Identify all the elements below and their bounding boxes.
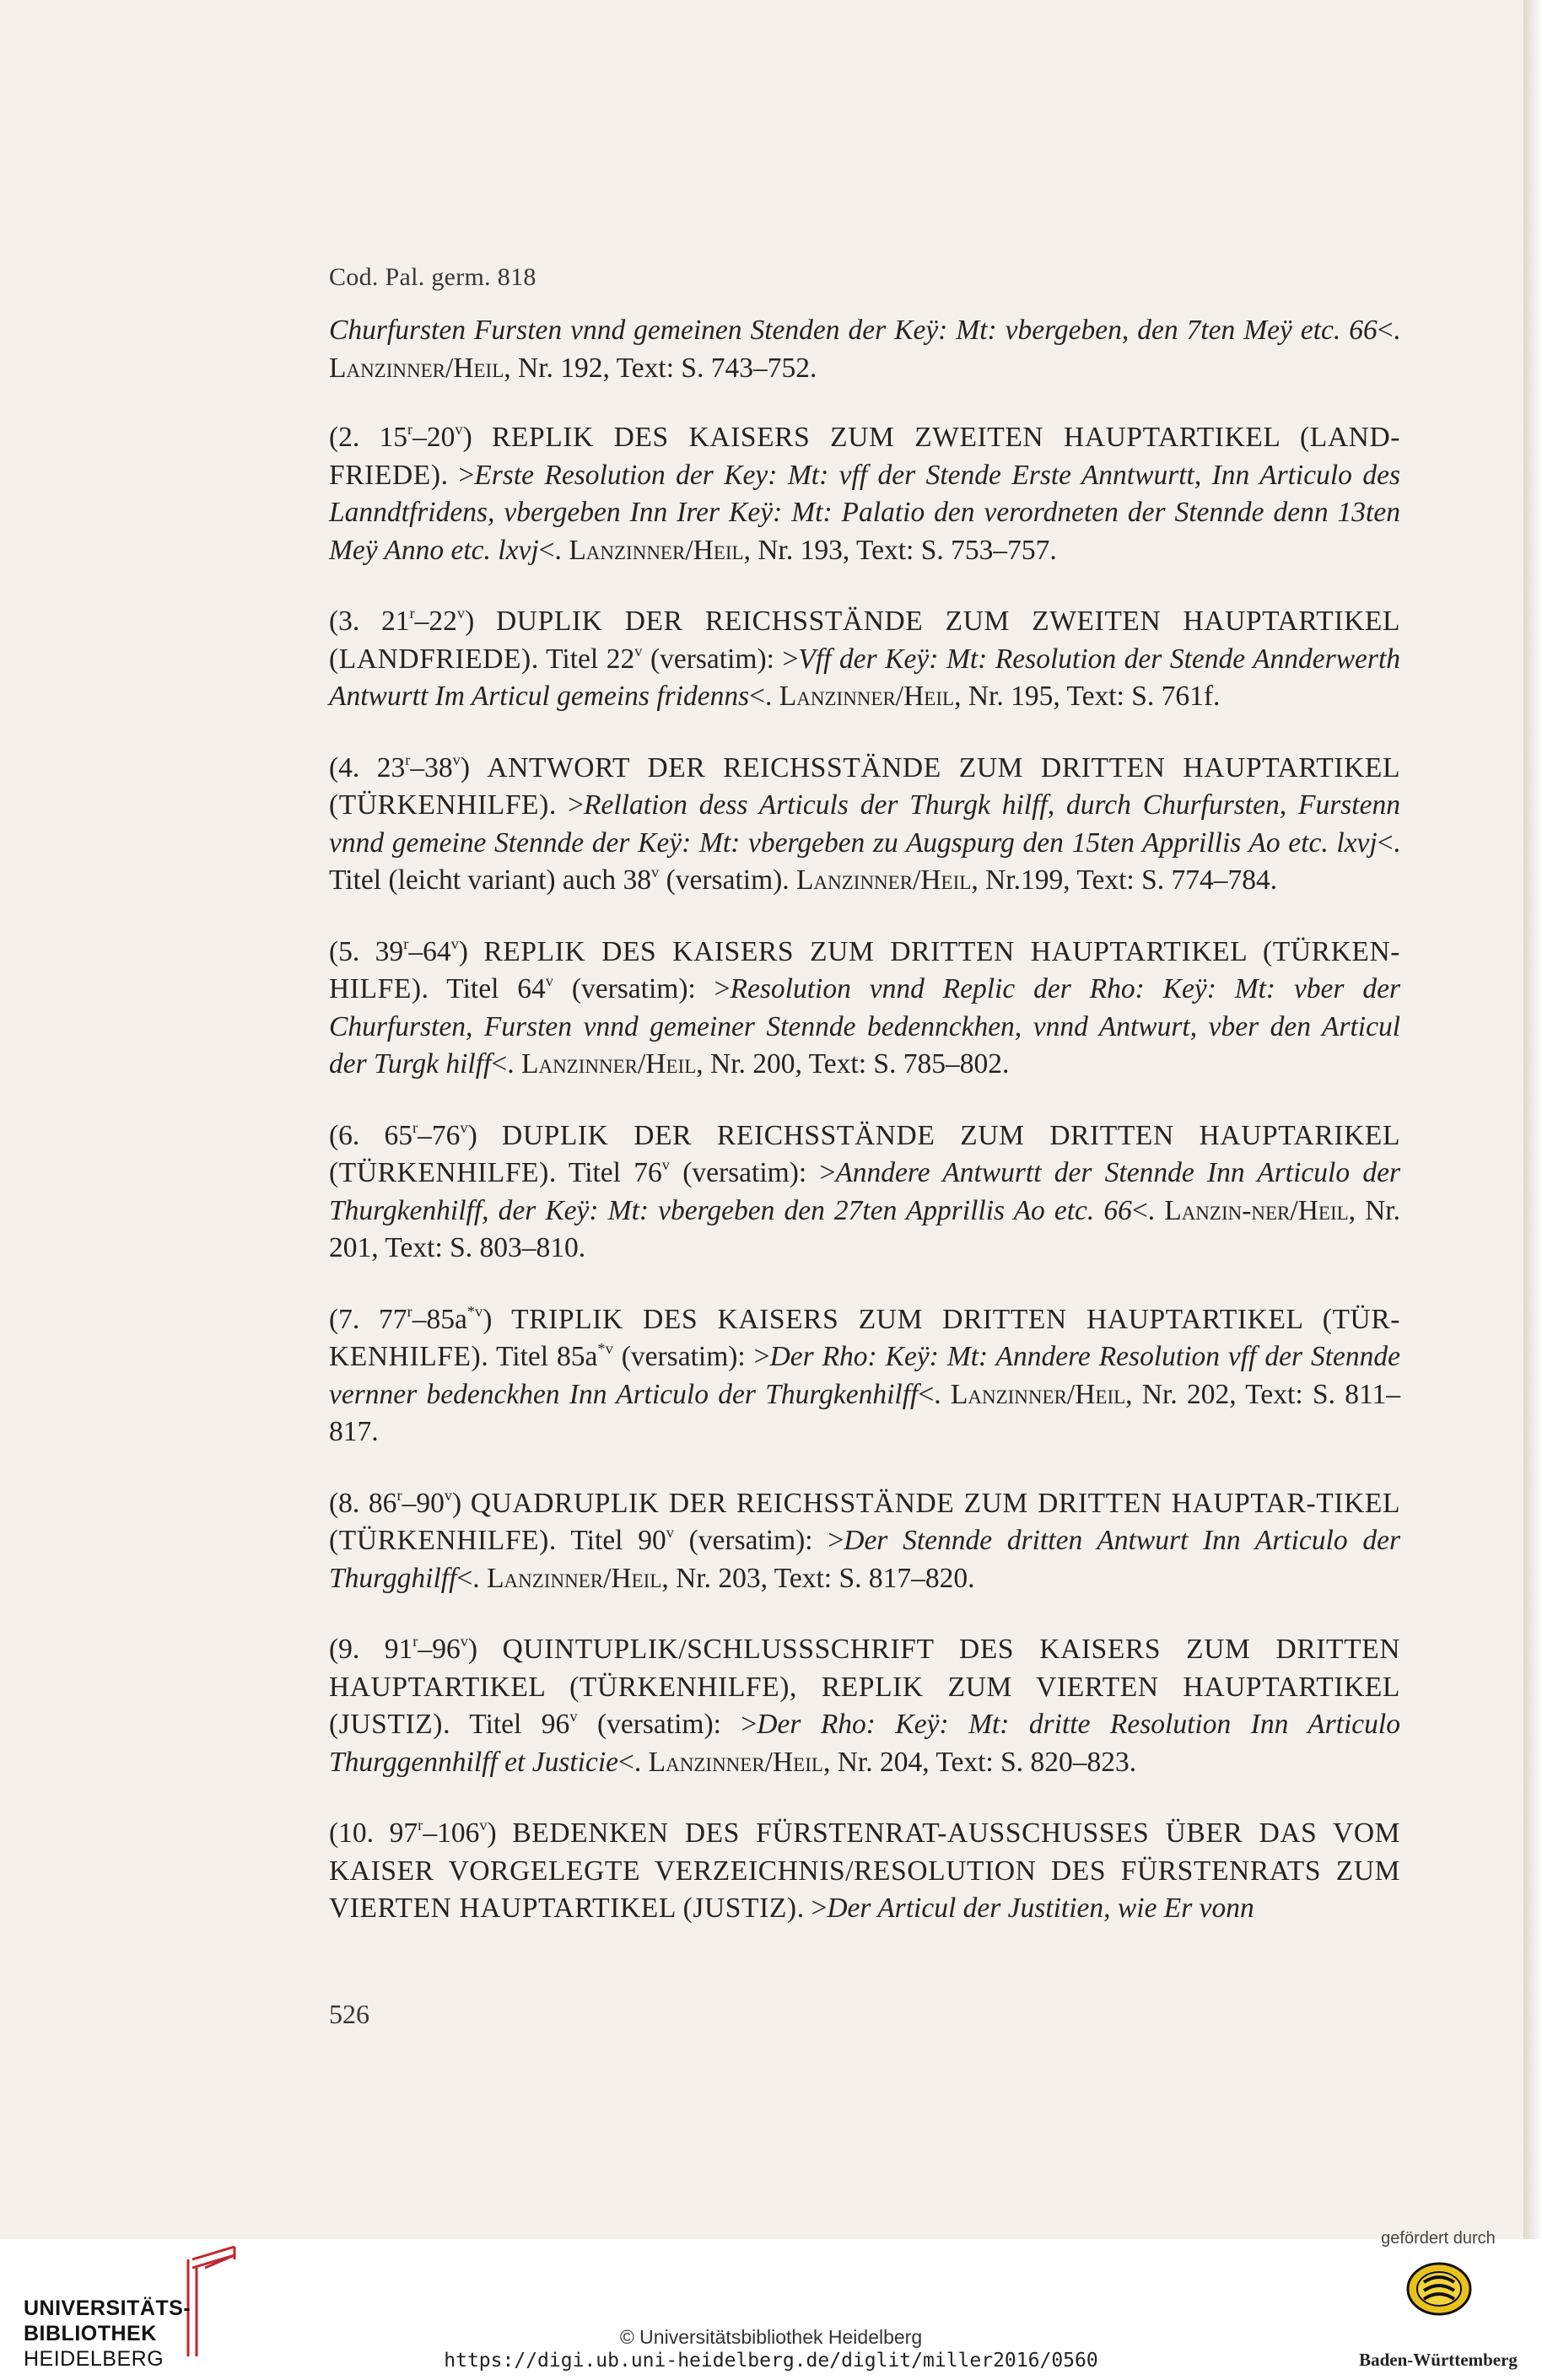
entry-text: <. bbox=[749, 681, 779, 712]
entry-text: , Nr. 202, Text: S. 811–817. bbox=[329, 1378, 1400, 1447]
entry-text: ) bbox=[460, 751, 488, 783]
entry-text: , Nr. 201, Text: S. 803–810. bbox=[329, 1194, 1400, 1263]
entry-text: (3. 21 bbox=[329, 606, 410, 637]
folio-superscript: r bbox=[396, 1486, 402, 1504]
baden-wuerttemberg-crest-icon bbox=[1405, 2255, 1473, 2323]
author-reference: Lanzinner/Heil bbox=[329, 352, 504, 384]
folio-superscript: v bbox=[479, 1817, 488, 1834]
catalogue-entry bbox=[329, 750, 1400, 900]
entry-text: (versatim): > bbox=[673, 1525, 844, 1556]
author-reference: Lanzinner/Heil bbox=[779, 681, 955, 712]
page-number: 526 bbox=[329, 1999, 369, 2029]
copyright-notice: © Universitätsbibliothek Heidelberg bbox=[619, 2326, 923, 2348]
folio-superscript: v bbox=[661, 1156, 670, 1174]
entry-text: (versatim): > bbox=[669, 1157, 836, 1188]
folio-superscript: v bbox=[456, 605, 466, 622]
folio-superscript: *v bbox=[597, 1340, 613, 1358]
library-logo-line3: HEIDELBERG bbox=[24, 2347, 164, 2371]
entry-text: <. bbox=[618, 1746, 649, 1778]
author-reference: Lanzinner/Heil bbox=[569, 534, 744, 566]
catalogue-entry bbox=[329, 1117, 1400, 1268]
entry-text: (5. 39 bbox=[329, 935, 404, 967]
folio-superscript: v bbox=[444, 1486, 453, 1504]
author-reference: Lanzinner/Heil bbox=[648, 1746, 823, 1778]
funded-by-label: gefördert durch bbox=[1381, 2229, 1496, 2248]
entry-text: . > bbox=[440, 459, 475, 491]
entry-text: . Titel 22 bbox=[531, 643, 635, 675]
folio-superscript: v bbox=[651, 864, 660, 881]
entry-text: ) bbox=[465, 606, 496, 637]
entry-text: (2. 15 bbox=[329, 422, 407, 453]
catalogue-entry bbox=[329, 1485, 1400, 1598]
entry-text: , Nr.199, Text: S. 774–784. bbox=[971, 864, 1278, 896]
entry-text: (9. 91 bbox=[329, 1634, 413, 1665]
entry-text: (versatim): > bbox=[642, 643, 799, 675]
entry-heading: REPLIK DES KAISERS ZUM ZWEITEN HAUPTARTIKEL (LAND-FRIEDE) bbox=[329, 422, 1401, 491]
entry-text: <. Titel (leicht variant) auch 38 bbox=[329, 827, 1400, 896]
quoted-title: Anndere Antwurtt der Stennde Inn Articulo der Thurgkenhilff, der Keÿ: Mt: vbergeben den 27ten Apprillis Ao etc. 66 bbox=[329, 1157, 1400, 1226]
catalogue-entry bbox=[329, 1815, 1400, 1928]
entry-heading: DUPLIK DER REICHSSTÄNDE ZUM DRITTEN HAUPTARIKEL (TÜRKENHILFE) bbox=[329, 1119, 1401, 1188]
author-reference: Lanzinner/Heil bbox=[487, 1562, 662, 1594]
entry-text: . > bbox=[796, 1893, 828, 1924]
entry-text: ) bbox=[483, 1303, 512, 1335]
folio-superscript: v bbox=[455, 421, 463, 439]
entry-heading: DUPLIK DER REICHSSTÄNDE ZUM ZWEITEN HAUPTARTIKEL (LANDFRIEDE) bbox=[329, 606, 1401, 675]
entry-text: . > bbox=[548, 789, 585, 821]
funder-label: Baden-Württemberg bbox=[1359, 2350, 1518, 2370]
entry-text: , Nr. 192, Text: S. 743–752. bbox=[504, 352, 817, 384]
library-logo-line2: BIBLIOTHEK bbox=[24, 2322, 157, 2345]
entry-text: ) bbox=[487, 1817, 513, 1849]
entry-text: ) bbox=[452, 1487, 471, 1519]
author-reference: Lanzin-ner/Heil bbox=[1164, 1194, 1349, 1226]
quoted-title: Churfursten Fursten vnnd gemeinen Stenden der Keÿ: Mt: vbergeben, den 7ten Meÿ etc. 66 bbox=[329, 315, 1378, 346]
entry-text: (7. 77 bbox=[329, 1303, 407, 1335]
entry-text: <. bbox=[538, 534, 569, 566]
entry-text: <. bbox=[456, 1562, 488, 1594]
quoted-title: Erste Resolution der Key: Mt: vff der Stende Erste Anntwurtt, Inn Articulo des Lanndtfridens, vbergeben Inn Irer Keÿ: Mt: Palatio den verordneten der Stennde denn 13ten Meÿ Anno etc. lxvj bbox=[329, 459, 1400, 566]
entry-text: <. bbox=[1377, 315, 1400, 346]
entry-heading: TRIPLIK DES KAISERS ZUM DRITTEN HAUPTARTIKEL (TÜR-KENHILFE) bbox=[329, 1303, 1401, 1372]
entry-text: –64 bbox=[408, 935, 451, 967]
folio-superscript: r bbox=[405, 751, 411, 768]
folio-superscript: v bbox=[460, 1118, 468, 1136]
entry-text: , Nr. 195, Text: S. 761f. bbox=[954, 681, 1221, 712]
folio-superscript: r bbox=[409, 605, 415, 622]
folio-superscript: r bbox=[407, 421, 413, 439]
entry-text: –96 bbox=[418, 1634, 461, 1665]
catalogue-entry bbox=[329, 934, 1400, 1084]
entry-text: (versatim): > bbox=[577, 1709, 758, 1740]
entry-text: (4. 23 bbox=[329, 751, 406, 783]
running-head: Cod. Pal. germ. 818 bbox=[329, 263, 536, 291]
folio-superscript: v bbox=[569, 1708, 578, 1726]
quoted-title: Der Rho: Keÿ: Mt: dritte Resolution Inn Articulo Thurggennhilff et Justicie bbox=[329, 1709, 1400, 1778]
entry-text: –20 bbox=[412, 422, 456, 453]
author-reference: Lanzinner/Heil bbox=[521, 1048, 697, 1080]
folio-superscript: v bbox=[450, 934, 459, 952]
folio-superscript: r bbox=[418, 1817, 423, 1834]
folio-superscript: r bbox=[403, 934, 409, 952]
folio-superscript: v bbox=[452, 751, 461, 768]
entry-text: ) bbox=[458, 935, 484, 967]
entry-text: (8. 86 bbox=[329, 1487, 397, 1519]
entry-text: . Titel 96 bbox=[443, 1709, 570, 1740]
entry-text: ) bbox=[467, 1119, 503, 1151]
entry-text: –85a bbox=[412, 1303, 467, 1335]
quoted-title: Der Articul der Justitien, wie Er vonn bbox=[827, 1893, 1254, 1924]
entry-text: <. bbox=[1131, 1194, 1165, 1226]
catalogue-entry bbox=[329, 1301, 1400, 1451]
library-logo-line1: UNIVERSITÄTS- bbox=[24, 2297, 191, 2320]
folio-superscript: r bbox=[407, 1302, 412, 1320]
folio-superscript: v bbox=[545, 972, 553, 990]
entry-text: –22 bbox=[414, 606, 457, 637]
permalink-url[interactable]: https://digi.ub.uni-heidelberg.de/diglit/miller2016/0560 bbox=[444, 2350, 1098, 2372]
entry-text: (10. 97 bbox=[329, 1817, 418, 1849]
entry-heading: QUADRUPLIK DER REICHSSTÄNDE ZUM DRITTEN HAUPTAR-TIKEL (TÜRKENHILFE) bbox=[329, 1487, 1401, 1556]
folio-superscript: *v bbox=[466, 1302, 483, 1320]
entry-text: , Nr. 203, Text: S. 817–820. bbox=[661, 1562, 975, 1594]
entry-heading: ANTWORT DER REICHSSTÄNDE ZUM DRITTEN HAUPTARTIKEL (TÜRKENHILFE) bbox=[329, 751, 1401, 821]
entry-text: , Nr. 204, Text: S. 820–823. bbox=[822, 1746, 1137, 1778]
author-reference: Lanzinner/Heil bbox=[950, 1378, 1126, 1410]
entry-text: <. bbox=[491, 1048, 521, 1080]
folio-superscript: v bbox=[460, 1633, 468, 1650]
folio-superscript: r bbox=[412, 1633, 418, 1650]
catalogue-entry bbox=[329, 1631, 1400, 1781]
entry-text: (versatim): > bbox=[612, 1341, 770, 1372]
quoted-title: Der Rho: Keÿ: Mt: Anndere Resolution vff der Stennde vernner bedenckhen Inn Articulo der Thurgkenhilff bbox=[329, 1341, 1400, 1410]
entry-text: (versatim). bbox=[659, 864, 797, 896]
catalogue-entry bbox=[329, 419, 1400, 569]
entry-text: , Nr. 193, Text: S. 753–757. bbox=[743, 534, 1057, 566]
entry-text: . Titel 90 bbox=[548, 1525, 666, 1556]
quoted-title: Vff der Keÿ: Mt: Resolution der Stende Annderwerth Antwurtt Im Articul gemeins fridenns bbox=[329, 643, 1400, 712]
entry-text: (versatim): > bbox=[553, 973, 731, 1004]
quoted-title: Rellation dess Articuls der Thurgk hilff, durch Churfursten, Furstenn vnnd gemeine Stennde der Keÿ: Mt: vbergeben zu Augspurg den 15ten Apprillis Ao etc. lxvj bbox=[329, 789, 1400, 859]
page-edge bbox=[1523, 0, 1542, 2239]
entry-text: , Nr. 200, Text: S. 785–802. bbox=[696, 1048, 1010, 1080]
author-reference: Lanzinner/Heil bbox=[796, 864, 972, 896]
entry-text: . Titel 85a bbox=[481, 1341, 598, 1372]
entry-heading: BEDENKEN DES FÜRSTENRAT-AUSSCHUSSES ÜBER DAS VOM KAISER VORGELEGTE VERZEICHNIS/RESOLUTION DES FÜRSTENRATS ZUM VIERTEN HAUPTARTIKEL (JUSTIZ) bbox=[329, 1817, 1401, 1924]
catalogue-entry bbox=[329, 603, 1400, 716]
entry-text: ) bbox=[467, 1634, 503, 1665]
folio-superscript: v bbox=[666, 1524, 674, 1542]
folio-superscript: r bbox=[412, 1118, 418, 1136]
catalogue-entry bbox=[329, 312, 1400, 387]
entry-text: –38 bbox=[410, 751, 453, 783]
entry-text: –76 bbox=[418, 1119, 461, 1151]
entry-text: –90 bbox=[402, 1487, 445, 1519]
entry-heading: QUINTUPLIK/SCHLUSSSCHRIFT DES KAISERS ZUM DRITTEN HAUPTARTIKEL (TÜRKENHILFE), REPLIK ZUM VIERTEN HAUPTARTIKEL (JUSTIZ) bbox=[329, 1634, 1401, 1740]
quoted-title: Resolution vnnd Replic der Rho: Keÿ: Mt: vber der Churfursten, Fursten vnnd gemeiner Stennde bedennckhen, vnnd Antwurt, vber den Articul der Turgk hilff bbox=[329, 973, 1400, 1080]
entry-text: . Titel 76 bbox=[548, 1157, 662, 1188]
entry-heading: REPLIK DES KAISERS ZUM DRITTEN HAUPTARTIKEL (TÜRKEN-HILFE) bbox=[329, 935, 1401, 1004]
entry-text: ) bbox=[462, 422, 492, 453]
entry-text: . Titel 64 bbox=[421, 973, 546, 1004]
entry-text: –106 bbox=[423, 1817, 480, 1849]
entry-text: <. bbox=[918, 1378, 951, 1410]
entry-text: (6. 65 bbox=[329, 1119, 413, 1151]
text-column bbox=[329, 312, 1400, 1962]
quoted-title: Der Stennde dritten Antwurt Inn Articulo der Thurgghilff bbox=[329, 1525, 1400, 1594]
folio-superscript: v bbox=[634, 642, 643, 660]
